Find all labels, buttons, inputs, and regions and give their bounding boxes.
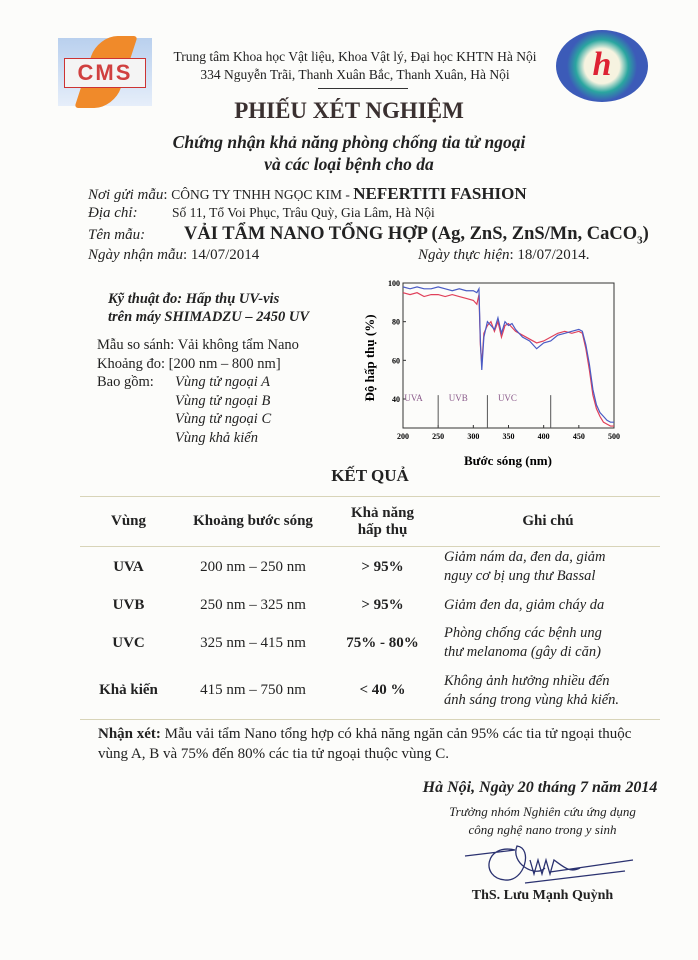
includes-item: Vùng tử ngoại C: [175, 411, 272, 427]
region-label: UVA: [404, 392, 423, 403]
col-zone: Vùng: [110, 513, 147, 529]
note-line-2: thư melanoma (gây di căn): [444, 644, 601, 660]
sample-name-text: VẢI TẨM NANO TỔNG HỢP (Ag, ZnS, ZnS/Mn, CaCO: [184, 224, 638, 244]
x-tick-label: 300: [467, 432, 480, 441]
compare-sample: Mẫu so sánh: Vải không tẩm Nano: [97, 337, 299, 353]
table-row: [80, 623, 660, 663]
sender-company: CÔNG TY TNHH NGỌC KIM -: [171, 187, 354, 202]
sender-row: Nơi gửi mẫu: CÔNG TY TNHH NGỌC KIM - NEFERTITI FASHION: [88, 184, 527, 203]
sender-brand: NEFERTITI FASHION: [353, 184, 527, 203]
sender-label: Nơi gửi mẫu: [88, 187, 164, 203]
remark-text: Mẫu vải tẩm Nano tổng hợp có khả năng ngăn cản 95% các tia tử ngoại thuộc vùng A, B và 75% đến 80% các tia tử ngoại thuộc vùng C.: [98, 726, 632, 762]
note-line-1: Không ảnh hưởng nhiều đến: [444, 672, 610, 689]
performed-label: Ngày thực hiện: [418, 247, 510, 263]
absorption-chart: [350, 270, 635, 470]
signer-name: ThS. Lưu Mạnh Quỳnh: [471, 888, 614, 903]
includes-item: Vùng khả kiến: [175, 429, 258, 446]
remark-label: Nhận xét:: [98, 726, 161, 742]
x-tick-label: 400: [537, 432, 550, 441]
y-axis-label: Độ hấp thụ (%): [362, 314, 377, 402]
includes-label: Bao gồm:: [97, 374, 154, 390]
sample-close: ): [642, 224, 649, 244]
zone-cell: UVB: [112, 596, 145, 613]
x-tick-label: 450: [572, 432, 585, 441]
results-title: KẾT QUẢ: [331, 466, 409, 485]
note-cell: [436, 623, 660, 663]
performed-date: 18/07/2014.: [517, 247, 590, 263]
measurement-details: [97, 336, 299, 447]
received-row: Ngày nhận mẫu: 14/07/2014: [88, 247, 260, 263]
col-absorb-l2: hấp thụ: [357, 521, 408, 538]
includes-item: Vùng tử ngoại B: [175, 392, 271, 409]
y-tick-label: 80: [392, 317, 400, 327]
series-line-red: [403, 293, 614, 426]
subtitle: [0, 131, 698, 175]
col-note: Ghi chú: [522, 513, 574, 529]
zone-cell: Khả kiến: [99, 682, 158, 699]
handwritten-signature: [455, 838, 635, 888]
address-value: Số 11, Tổ Voi Phục, Trâu Quỳ, Gia Lâm, Hà Nội: [172, 205, 435, 220]
plot-frame: [403, 283, 614, 428]
absorb-cell: > 95%: [361, 558, 404, 575]
method-line-2: trên máy SHIMADZU – 2450 UV: [108, 309, 310, 325]
remark: [98, 724, 638, 764]
x-tick-label: 200: [397, 432, 409, 441]
col-range: Khoảng bước sóng: [193, 513, 313, 529]
signer-role-2: công nghệ nano trong y sinh: [468, 822, 617, 837]
zone-cell: UVC: [112, 634, 145, 651]
address-row: [88, 205, 435, 222]
institution-name: Trung tâm Khoa học Vật liệu, Khoa Vật lý, Đại học KHTN Hà Nội: [173, 49, 537, 64]
results-table: [80, 496, 660, 720]
sample-subscript: 3: [637, 234, 643, 247]
includes-item: Vùng tử ngoại A: [175, 374, 271, 390]
x-tick-label: 250: [432, 432, 445, 441]
table-header-row: [80, 497, 660, 547]
col-absorb-l1: Khả năng: [351, 504, 414, 521]
note-line-1: Giảm đen da, giảm cháy da: [444, 596, 605, 613]
range-cell: 325 nm – 415 nm: [200, 634, 306, 651]
note-line-1: Phòng chống các bệnh ung: [444, 625, 602, 641]
sample-name: [184, 224, 649, 247]
institution-header: [160, 48, 550, 84]
zone-cell: UVA: [113, 558, 144, 575]
note-line-1: Giảm nám da, đen da, giảm: [444, 549, 606, 565]
region-label: UVB: [448, 392, 468, 403]
address-label: Địa chỉ:: [88, 205, 138, 221]
note-cell: [436, 547, 660, 588]
note-line-2: nguy cơ bị ung thư Bassal: [444, 568, 596, 584]
received-label: Ngày nhận mẫu: [88, 247, 183, 263]
absorb-cell: < 40 %: [359, 682, 406, 699]
signature-date: Hà Nội, Ngày 20 tháng 7 năm 2014: [422, 779, 658, 796]
range-cell: 250 nm – 325 nm: [200, 596, 306, 613]
table-row: [80, 587, 660, 623]
absorb-cell: > 95%: [361, 596, 404, 613]
signer-role-1: Trưởng nhóm Nghiên cứu ứng dụng: [449, 804, 636, 819]
measure-range: Khoảng đo: [200 nm – 800 nm]: [97, 355, 281, 372]
institution-address: 334 Nguyễn Trãi, Thanh Xuân Bắc, Thanh Xuân, Hà Nội: [200, 67, 510, 82]
y-tick-label: 40: [392, 395, 400, 404]
x-axis-label: Bước sóng (nm): [464, 453, 552, 468]
absorb-cell: 75% - 80%: [346, 634, 419, 651]
table-row: [80, 547, 660, 588]
includes-list: [175, 373, 271, 447]
note-line-2: ánh sáng trong vùng khả kiến.: [444, 691, 620, 708]
sample-row: [88, 224, 649, 247]
page-title: PHIẾU XÉT NGHIỆM: [234, 98, 464, 123]
note-cell: [436, 587, 660, 623]
y-tick-label: 100: [388, 279, 400, 288]
y-tick-label: 60: [392, 356, 400, 366]
x-tick-label: 500: [608, 432, 620, 441]
faculty-of-physics-logo: h: [556, 30, 648, 102]
range-cell: 200 nm – 250 nm: [200, 558, 306, 575]
received-date: 14/07/2014: [190, 247, 260, 263]
performed-row: Ngày thực hiện: 18/07/2014.: [418, 247, 590, 263]
cms-logo: CMS: [58, 38, 152, 106]
x-tick-label: 350: [502, 432, 515, 441]
sample-label: Tên mẫu:: [88, 227, 146, 243]
note-cell: [436, 663, 660, 719]
subtitle-line-1: Chứng nhận khả năng phòng chống tia tử ngoại: [172, 132, 526, 152]
signer-role: [400, 803, 685, 839]
col-absorb: [329, 497, 436, 547]
method-line-1: Kỹ thuật đo: Hấp thụ UV-vis: [108, 291, 280, 307]
header-divider: [318, 88, 408, 89]
region-label: UVC: [497, 392, 517, 403]
method-block: [108, 290, 309, 326]
range-cell: 415 nm – 750 nm: [200, 682, 306, 699]
table-row: [80, 663, 660, 719]
subtitle-line-2: và các loại bệnh cho da: [264, 154, 434, 174]
